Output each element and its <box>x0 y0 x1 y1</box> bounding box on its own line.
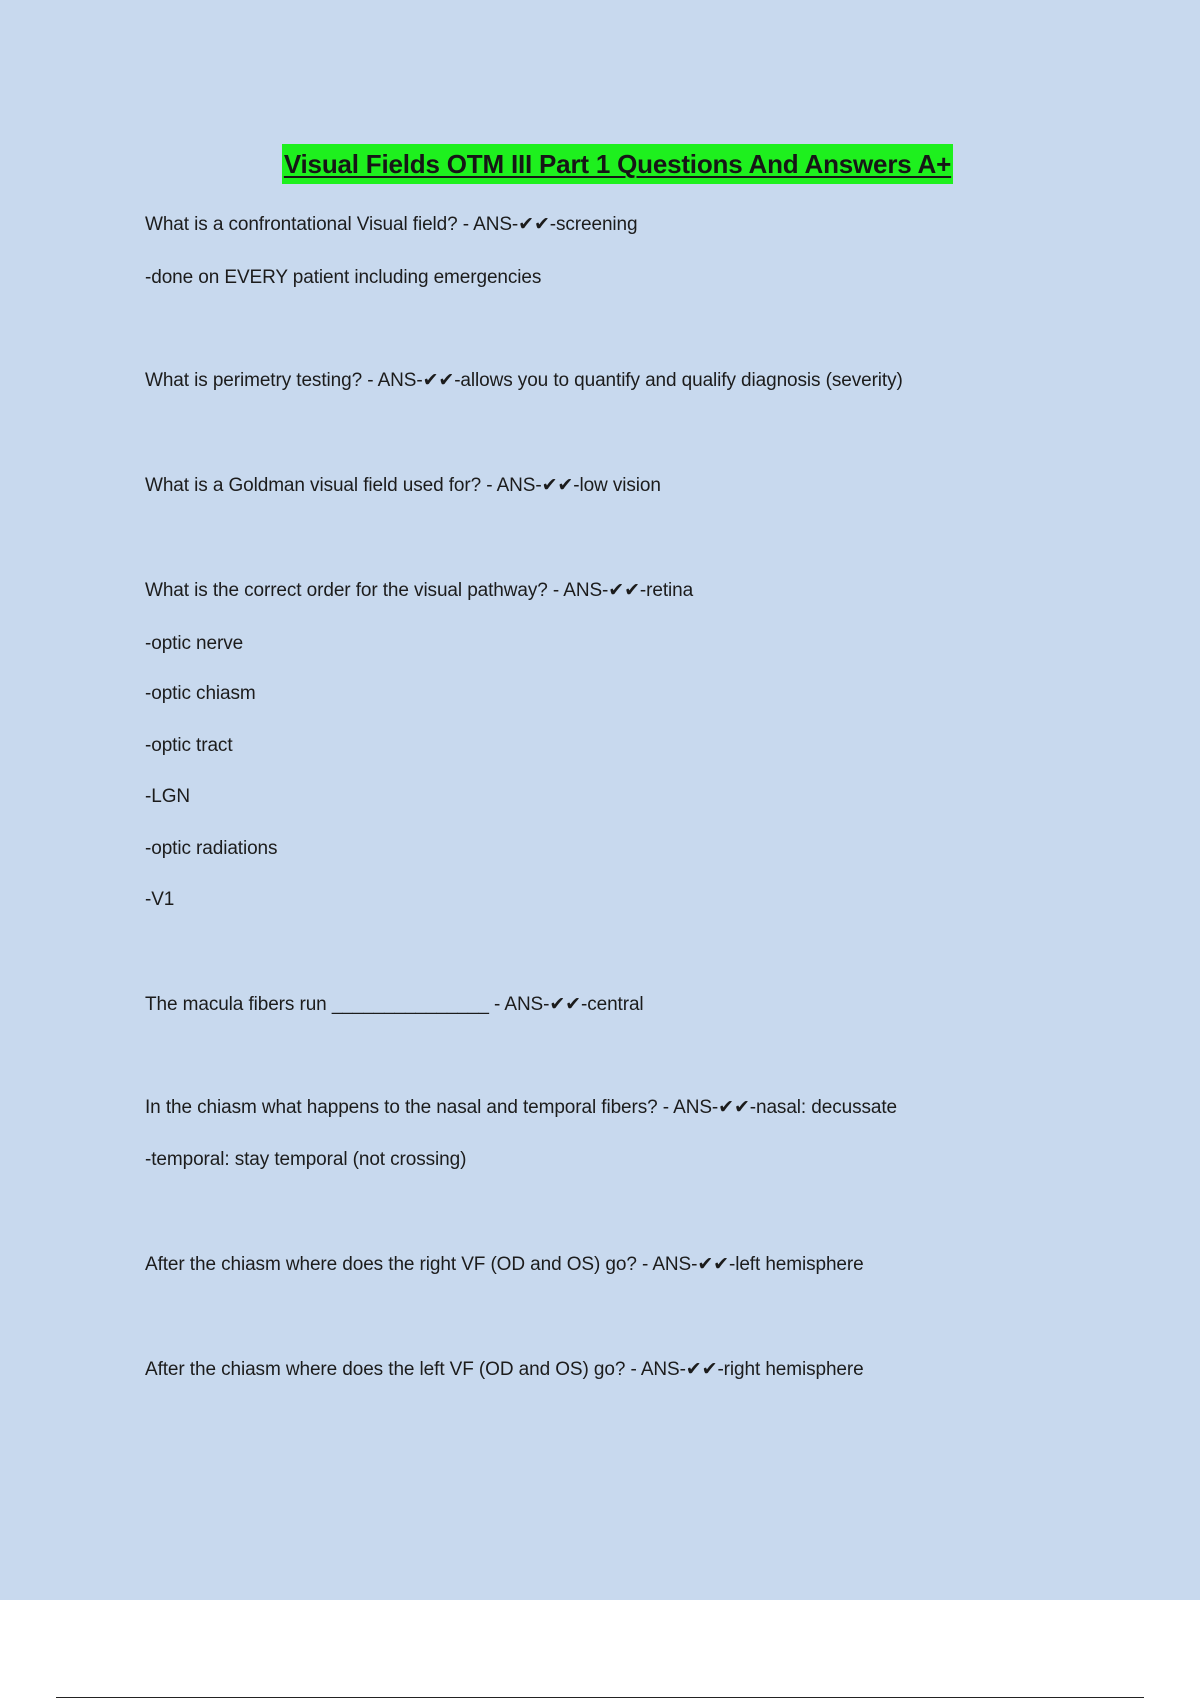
answer-line-4f: -optic radiations <box>145 838 278 859</box>
answer-line-4e: -LGN <box>145 786 190 807</box>
answer-line-4c: -optic chiasm <box>145 683 256 704</box>
question-4: What is the correct order for the visual pathway? - ANS-✔✔-retina <box>145 580 694 601</box>
title-container <box>0 144 1200 184</box>
question-6: In the chiasm what happens to the nasal and temporal fibers? - ANS-✔✔-nasal: decussate <box>145 1097 897 1118</box>
question-5: The macula fibers run _______________ - ANS-✔✔-central <box>145 994 644 1015</box>
question-2: What is perimetry testing? - ANS-✔✔-allows you to quantify and qualify diagnosis (severity) <box>145 370 903 391</box>
answer-line-1b: -done on EVERY patient including emergencies <box>145 267 542 288</box>
question-8: After the chiasm where does the left VF (OD and OS) go? - ANS-✔✔-right hemisphere <box>145 1359 864 1380</box>
question-7: After the chiasm where does the right VF (OD and OS) go? - ANS-✔✔-left hemisphere <box>145 1254 864 1275</box>
question-3: What is a Goldman visual field used for? - ANS-✔✔-low vision <box>145 475 661 496</box>
answer-line-4b: -optic nerve <box>145 633 244 654</box>
answer-line-4g: -V1 <box>145 889 175 910</box>
question-1: What is a confrontational Visual field? - ANS-✔✔-screening <box>145 214 638 235</box>
answer-line-6b: -temporal: stay temporal (not crossing) <box>145 1149 467 1170</box>
answer-line-4d: -optic tract <box>145 735 233 756</box>
document-title: Visual Fields OTM III Part 1 Questions And Answers A+ <box>282 144 953 184</box>
footer-rule <box>56 1697 1144 1698</box>
